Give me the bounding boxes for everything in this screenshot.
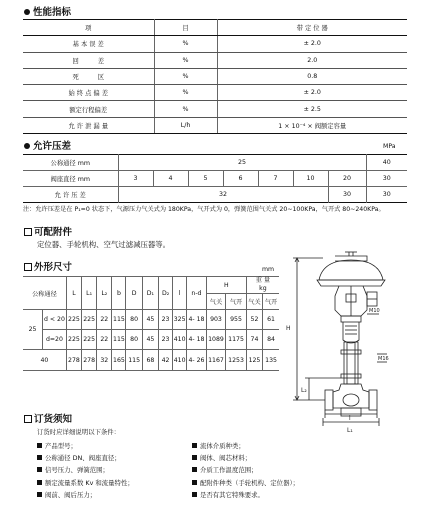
cell: 4- 18	[187, 310, 207, 330]
cell: %	[154, 68, 217, 84]
square-bullet-icon	[192, 492, 197, 497]
cell: 4- 26	[187, 350, 207, 371]
cell: 额定行程偏差	[23, 101, 154, 117]
pressure-unit: MPa	[383, 143, 396, 150]
cell: 10	[293, 171, 328, 187]
cell: 6	[223, 171, 258, 187]
accessories-text: 定位器、手轮机构、空气过滤减压器等。	[37, 240, 171, 249]
list-item: 是否有其它特殊要求。	[192, 489, 299, 501]
cell: %	[154, 52, 217, 68]
cell: 允 许 泄 漏 量	[23, 117, 154, 133]
cell: 410	[173, 350, 187, 371]
table-row	[23, 155, 407, 171]
dn-header: 公称通径	[23, 277, 66, 310]
table-row	[23, 277, 279, 294]
bullet-dot-icon	[24, 143, 30, 149]
dim-label-l1: L₁	[347, 427, 353, 434]
cell: 始 终 点 偏 差	[23, 85, 154, 101]
list-item: 公称通径 DN、阀座直径；	[37, 452, 134, 464]
right-flange	[369, 390, 377, 410]
cell: 80	[126, 310, 142, 330]
table-row	[23, 52, 407, 68]
cell: %	[154, 36, 217, 52]
header-cell: 气开	[226, 294, 247, 310]
section-order-title: 订货须知	[24, 411, 72, 425]
cell: 61	[263, 310, 279, 330]
table-row	[23, 101, 407, 117]
dn-25-cell: 25	[23, 310, 43, 350]
list-item: 流体介质种类；	[192, 440, 299, 452]
left-flange	[325, 390, 333, 410]
header-positioner: 带 定 位 器	[217, 20, 407, 36]
cell: 22	[97, 310, 112, 330]
pressure-table	[23, 154, 407, 203]
cell: 3	[118, 171, 153, 187]
table-row	[23, 117, 407, 133]
cell: 45	[142, 330, 158, 350]
cell: 278	[66, 350, 81, 371]
cell: 22	[97, 330, 112, 350]
header-cell: n-d	[187, 277, 207, 310]
square-bullet-icon	[24, 263, 32, 271]
header-cell: D	[126, 277, 142, 310]
cell: 903	[206, 310, 226, 330]
square-bullet-icon	[24, 415, 32, 423]
cell: 20	[328, 171, 366, 187]
cell: 23	[159, 330, 173, 350]
cell: 84	[263, 330, 279, 350]
section-dimensions-title: 外形尺寸	[24, 259, 72, 273]
square-bullet-icon	[37, 455, 42, 460]
performance-table	[23, 19, 407, 134]
section-pressure-title: 允许压差	[24, 138, 71, 152]
header-cell: 气开	[263, 294, 279, 310]
cell: 52	[246, 310, 262, 330]
cell: 74	[246, 330, 262, 350]
label-m16: M16	[378, 356, 389, 362]
actuator-flange	[317, 280, 385, 286]
dim-label-l: l	[349, 415, 351, 422]
cell: 基 本 误 差	[23, 36, 154, 52]
cell: 回 差	[23, 52, 154, 68]
cell: 115	[112, 330, 126, 350]
dn-40: 40	[366, 155, 407, 171]
square-bullet-icon	[192, 443, 197, 448]
square-bullet-icon	[37, 492, 42, 497]
cell: 2.0	[217, 52, 407, 68]
header-cell: D₂	[159, 277, 173, 310]
header-cell: b	[112, 277, 126, 310]
cell: ± 2.0	[217, 36, 407, 52]
cell: %	[154, 85, 217, 101]
list-item: 产品型号；	[37, 440, 134, 452]
cell: 125	[246, 350, 262, 371]
cell: 45	[142, 310, 158, 330]
square-bullet-icon	[37, 443, 42, 448]
square-bullet-icon	[37, 480, 42, 485]
h-header: H	[206, 277, 246, 294]
table-row	[23, 85, 407, 101]
cell: 死 区	[23, 68, 154, 84]
square-bullet-icon	[24, 228, 32, 236]
pressure-note: 注：允许压差是在 P₁=0 状态下，气源压力气关式为 180KPa，气开式为 0，弹簧范围气关式 20∼100KPa，气开式 80∼240KPa。	[23, 206, 385, 213]
list-item: 额定流量系数 Kv 和流量特性；	[37, 477, 134, 489]
actuator-diaphragm-top	[319, 260, 383, 280]
cell: 7	[258, 171, 293, 187]
cell: 1253	[226, 350, 247, 371]
cell: 68	[142, 350, 158, 371]
cell: ± 2.0	[217, 85, 407, 101]
cell: 32	[97, 350, 112, 371]
header-item: 项	[23, 20, 154, 36]
cell: 165	[112, 350, 126, 371]
order-intro: 订货时应详细说明以下条件：	[37, 428, 121, 436]
performance-header-row	[23, 20, 407, 36]
dim-label-l2: L₂	[301, 387, 307, 394]
square-bullet-icon	[37, 467, 42, 472]
list-item: 阀前、阀后压力；	[37, 489, 134, 501]
cell: 1 × 10⁻⁴ × 阀额定容量	[217, 117, 407, 133]
order-list-left	[37, 440, 134, 501]
table-row	[23, 36, 407, 52]
cell: 30	[366, 187, 407, 203]
valve-dimension-drawing	[283, 250, 393, 435]
list-item: 介质工作温度范围；	[192, 464, 299, 476]
seat-label: 阀座直径 mm	[23, 171, 118, 187]
cell: 225	[66, 310, 81, 330]
weight-header	[246, 277, 279, 294]
header-cell: 气关	[206, 294, 226, 310]
table-row	[23, 187, 407, 203]
cell: 1089	[206, 330, 226, 350]
cell: 30	[328, 187, 366, 203]
header-cell: L₁	[82, 277, 97, 310]
cell: 23	[159, 310, 173, 330]
weight-unit: kg	[259, 285, 267, 292]
table-row	[23, 350, 279, 371]
cell: 30	[366, 171, 407, 187]
section-accessories-title: 可配附件	[24, 224, 72, 238]
header-cell: l	[173, 277, 187, 310]
header-cell: 气关	[246, 294, 262, 310]
cell: d < 20	[43, 310, 67, 330]
dimensions-unit: mm	[262, 266, 275, 273]
cell: 4	[153, 171, 188, 187]
square-bullet-icon	[192, 480, 197, 485]
cell: 80	[126, 330, 142, 350]
cell: 1167	[206, 350, 226, 371]
cell: 225	[66, 330, 81, 350]
dim-label-h: H	[286, 325, 291, 332]
cell: ± 2.5	[217, 101, 407, 117]
table-row	[23, 310, 279, 330]
square-bullet-icon	[192, 455, 197, 460]
cell: 955	[226, 310, 247, 330]
cell: 5	[188, 171, 223, 187]
dimensions-table	[23, 276, 279, 371]
list-item: 配附件种类（手轮机构、定位器）；	[192, 477, 299, 489]
header-unit: 目	[154, 20, 217, 36]
square-bullet-icon	[192, 467, 197, 472]
table-row	[23, 68, 407, 84]
cell: L/h	[154, 117, 217, 133]
cell: 4- 18	[187, 330, 207, 350]
list-item: 阀体、阀芯材料；	[192, 452, 299, 464]
allow-label: 允 许 压 差	[23, 187, 118, 203]
cell: 135	[263, 350, 279, 371]
weight-label: 重 量	[255, 277, 271, 284]
table-row	[23, 171, 407, 187]
cell: 42	[159, 350, 173, 371]
table-row	[23, 330, 279, 350]
dn-25: 25	[118, 155, 366, 171]
valve-bonnet	[343, 322, 359, 343]
section-performance-title: 性能指标	[24, 4, 71, 18]
list-item: 信号压力、弹簧范围；	[37, 464, 134, 476]
cell: d=20	[43, 330, 67, 350]
valve-body	[333, 384, 369, 408]
cell: 0.8	[217, 68, 407, 84]
cell: 32	[118, 187, 328, 203]
header-cell: L₂	[97, 277, 112, 310]
cell: 278	[82, 350, 97, 371]
header-cell: L	[66, 277, 81, 310]
order-list-right	[192, 440, 299, 501]
cell: 115	[126, 350, 142, 371]
cell: 325	[173, 310, 187, 330]
cell: 1175	[226, 330, 247, 350]
cell: 115	[112, 310, 126, 330]
cell: 410	[173, 330, 187, 350]
bullet-dot-icon	[24, 9, 30, 15]
label-m10: M10	[369, 308, 380, 314]
cell: 225	[82, 310, 97, 330]
dn-label: 公称通径 mm	[23, 155, 118, 171]
header-cell: D₁	[142, 277, 158, 310]
cell: %	[154, 101, 217, 117]
cell: 225	[82, 330, 97, 350]
cell: 40	[23, 350, 66, 371]
